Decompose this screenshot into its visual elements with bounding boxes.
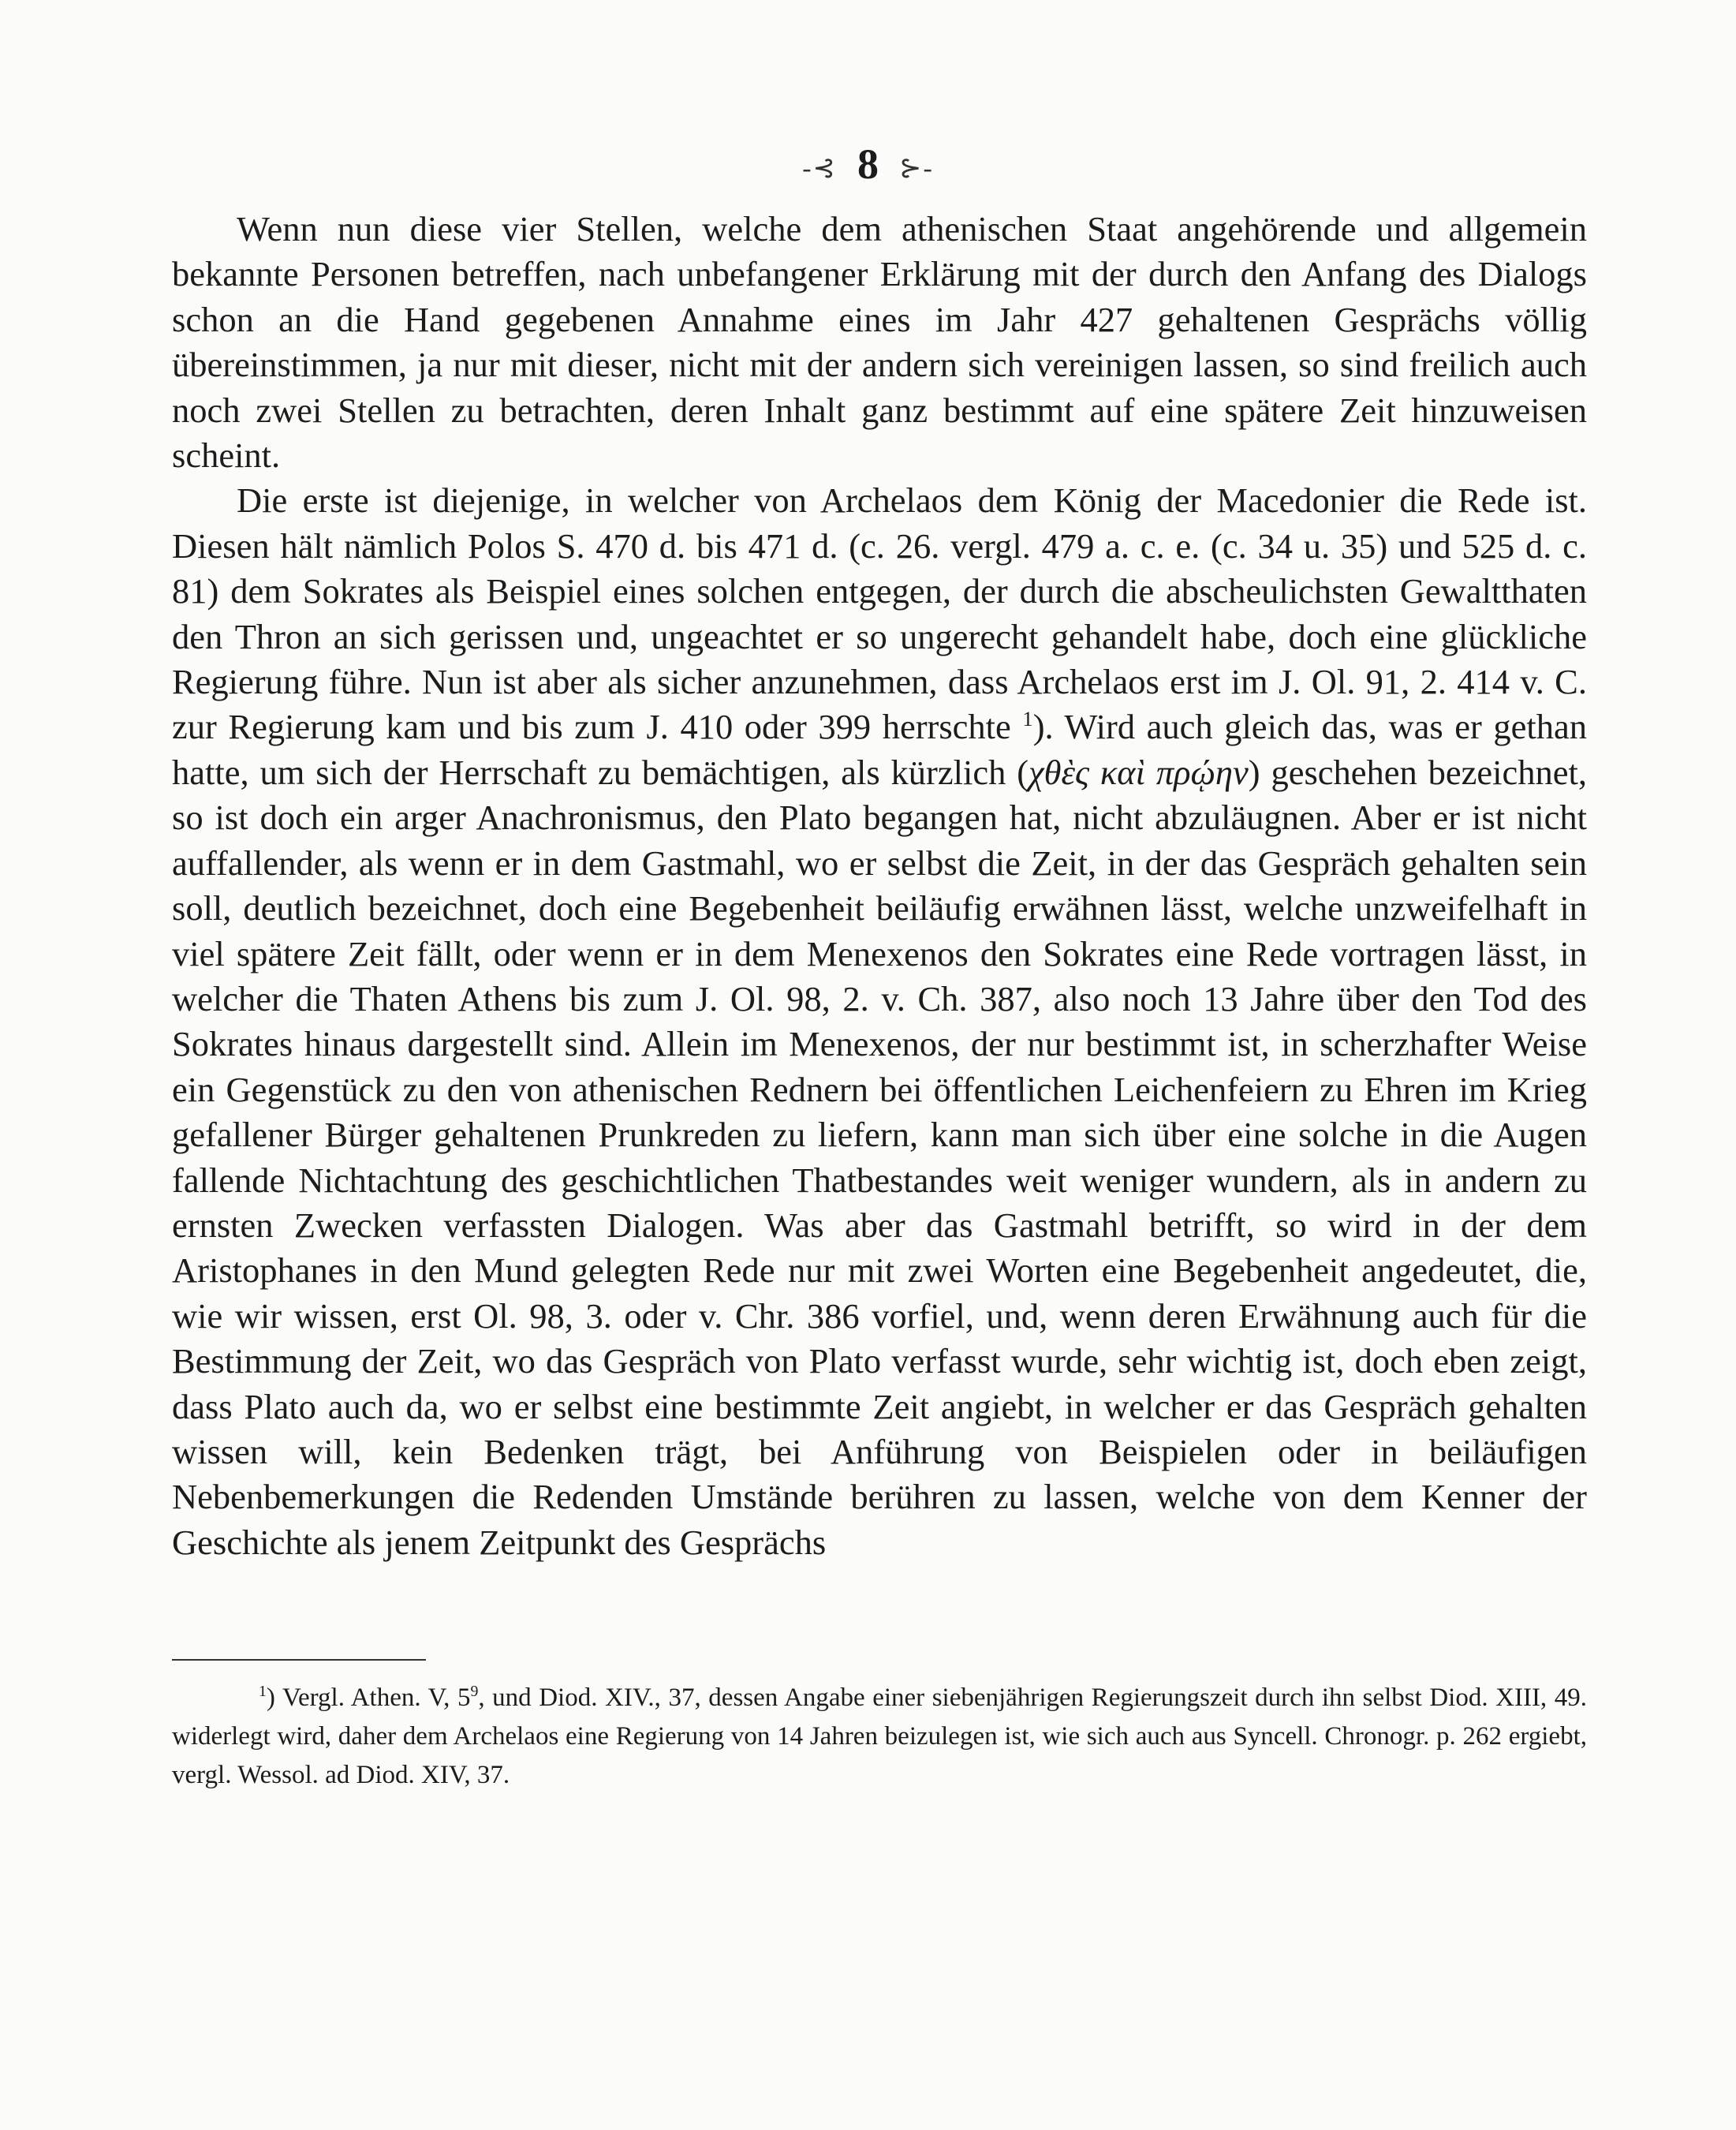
footnote-ref[interactable]: 1 [1022,707,1033,731]
paragraph-1 [172,207,1587,478]
ornament-right-icon: ⊱- [899,153,934,183]
paragraph-2-text-b: ). Wird auch gleich das, was er gethan hatte, um sich der Herrschaft zu bemächtigen, als kürzlich ( [172,707,1588,792]
page-header [0,140,1736,192]
ornament-left-icon: -⊰ [802,153,837,183]
footnote-1-text-b: , und Diod. XIV., 37, dessen Angabe einer siebenjährigen Regierungszeit durch ihn selbst Diod. XIII, 49. widerlegt wird, daher dem Archelaos eine Regierung von 14 Jahren beizulegen ist, wie sich auch aus Syncell. Chronogr. p. 262 ergiebt, vergl. Wessol. ad Diod. XIV, 37. [172,1683,1587,1789]
page-number: 8 [857,140,879,188]
footnote-1-text-a: ) Vergl. Athen. V, 5 [266,1683,471,1712]
footnote-1 [172,1679,1587,1795]
paragraph-1-text: Wenn nun diese vier Stellen, welche dem athenischen Staat angehörende und allgemein bekannte Personen betreffen, nach unbefangener Erklärung mit der durch den Anfang des Dialogs schon an die Hand gegebenen Annahme eines im Jahr 427 gehaltenen Gesprächs völlig übereinstimmen, ja nur mit dieser, nicht mit der andern sich vereinigen lassen, so sind freilich auch noch zwei Stellen zu betrachten, deren Inhalt ganz bestimmt auf eine spätere Zeit hinzuweisen scheint. [172,209,1587,476]
footnote-1-superscript: 9 [470,1683,479,1700]
footnotes [172,1679,1587,1795]
main-text [172,207,1587,1565]
footnote-divider [172,1659,426,1661]
footnote-1-marker: 1 [259,1683,267,1700]
paragraph-2 [172,478,1587,1565]
paragraph-2-text-a: Die erste ist diejenige, in welcher von Archelaos dem König der Macedonier die Rede ist. Diesen hält nämlich Polos S. 470 d. bis 471 d. (c. 26. vergl. 479 a. c. e. (c. 34 u. 35) und 525 d. c. 81) dem Sokrates als Beispiel eines solchen entgegen, der durch die abscheulichsten Gewaltthaten den Thron an sich gerissen und, ungeachtet er so ungerecht gehandelt habe, doch eine glückliche Regierung führe. Nun ist aber als sicher anzunehmen, dass Archelaos erst im J. Ol. 91, 2. 414 v. C. zur Regierung kam und bis zum J. 410 oder 399 herrschte [172,480,1587,747]
paragraph-2-text-c: ) geschehen bezeichnet, so ist doch ein arger Anachronismus, den Plato begangen hat, nicht abzuläugnen. Aber er ist nicht auffallender, als wenn er in dem Gastmahl, wo er selbst die Zeit, in der das Gespräch gehalten sein soll, deutlich bezeichnet, doch eine Begebenheit beiläufig erwähnen lässt, welche unzweifelhaft in viel spätere Zeit fällt, oder wenn er in dem Menexenos den Sokrates eine Rede vortragen lässt, in welcher die Thaten Athens bis zum J. Ol. 98, 2. v. Ch. 387, also noch 13 Jahre über den Tod des Sokrates hinaus dargestellt sind. Allein im Menexenos, der nur bestimmt ist, in scherzhafter Weise ein Gegenstück zu den von athenischen Rednern bei öffentlichen Leichenfeiern zu Ehren im Krieg gefallener Bürger gehaltenen Prunkreden zu liefern, kann man sich über eine solche in die Augen fallende Nichtachtung des geschichtlichen Thatbestandes weit weniger wundern, als in andern zu ernsten Zwecken verfassten Dialogen. Was aber das Gastmahl betrifft, so wird in der dem Aristophanes in den Mund gelegten Rede nur mit zwei Worten eine Begebenheit angedeutet, die, wie wir wissen, erst Ol. 98, 3. oder v. Chr. 386 vorfiel, und, wenn deren Erwähnung auch für die Bestimmung der Zeit, wo das Gespräch von Plato verfasst wurde, sehr wichtig ist, doch eben zeigt, dass Plato auch da, wo er selbst eine bestimmte Zeit angiebt, in welcher er das Gespräch gehalten wissen will, kein Bedenken trägt, bei Anführung von Beispielen oder in beiläufigen Nebenbemerkungen die Redenden Umstände berühren zu lassen, welche von dem Kenner der Geschichte als jenem Zeitpunkt des Gesprächs [172,752,1587,1562]
greek-phrase: χθὲς καὶ πρῴην [1029,752,1249,792]
